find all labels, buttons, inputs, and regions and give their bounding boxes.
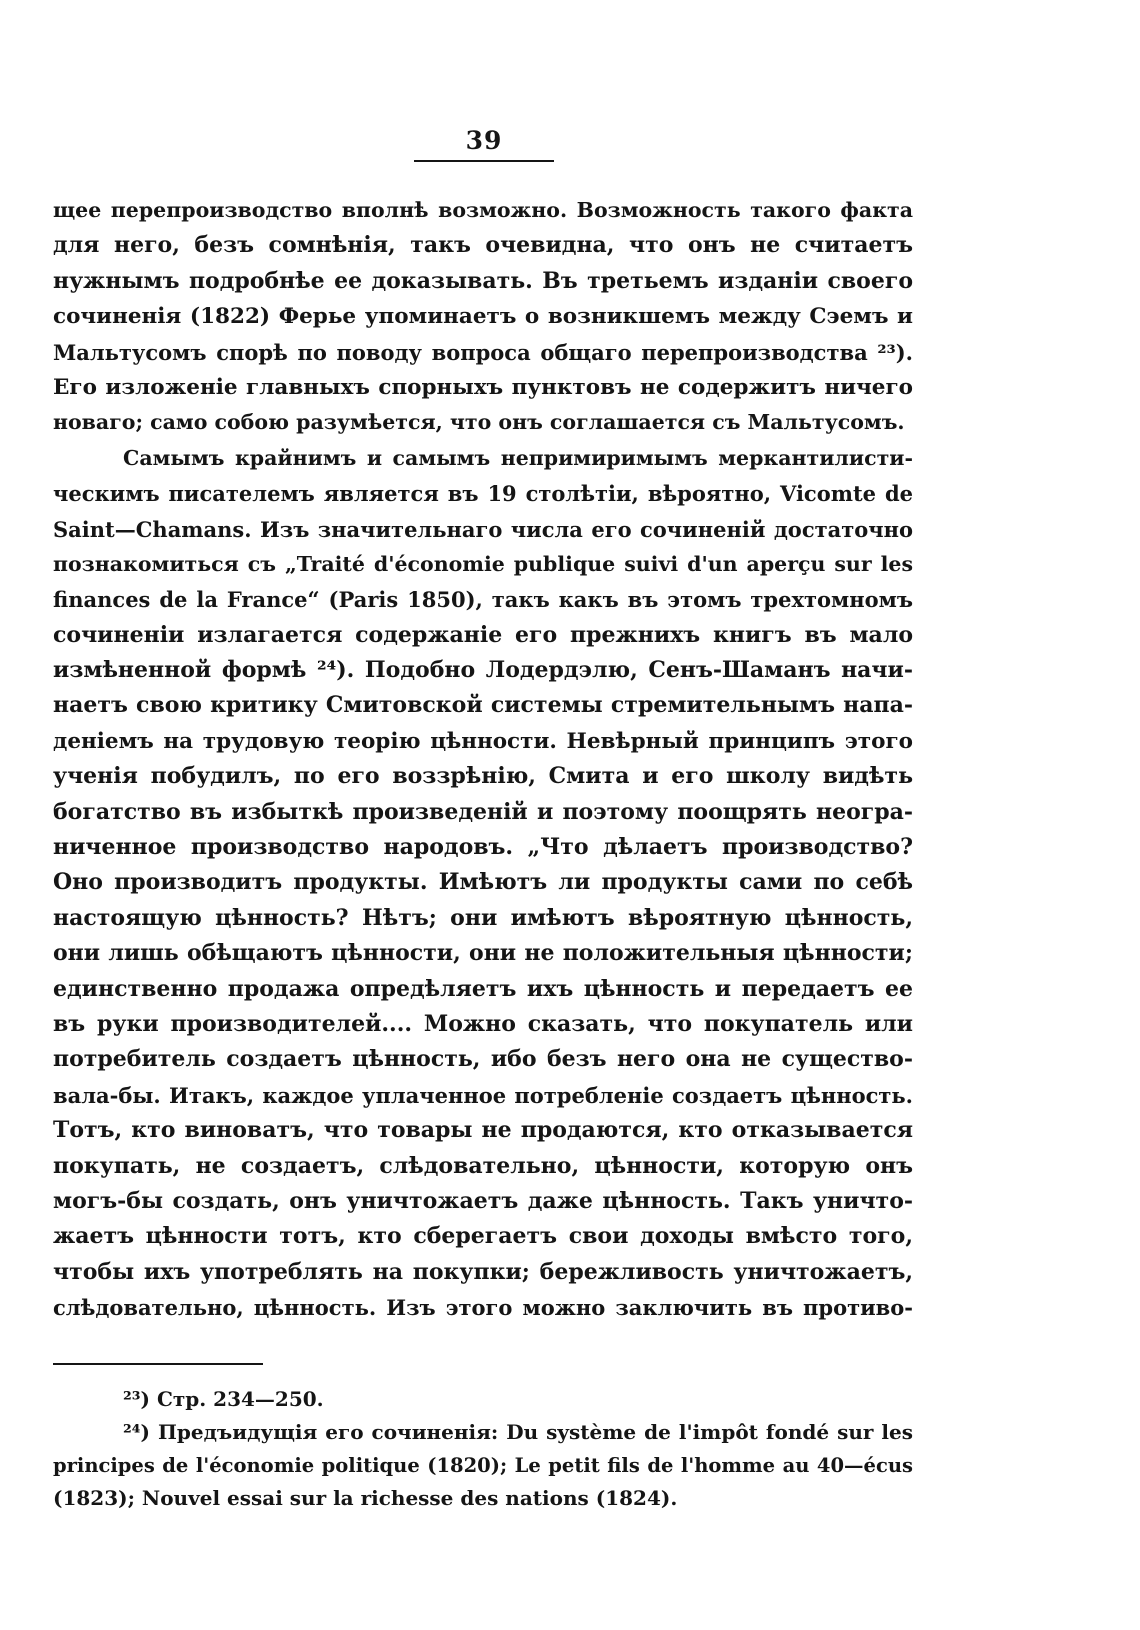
page-number-rule	[414, 160, 554, 162]
text-line: въ руки производителей.... Можно сказать, что покупатель или	[53, 1010, 913, 1037]
text-line: богатство въ избыткѣ произведеній и поэтому поощрять неогра-	[53, 798, 913, 825]
text-line: щее перепроизводство вполнѣ возможно. Возможность такого факта	[53, 198, 913, 222]
footnote-23: ²³) Стр. 234—250.	[123, 1387, 324, 1411]
text-line: могъ-бы создать, онъ уничтожаетъ даже цѣнность. Такъ уничто-	[53, 1187, 913, 1214]
text-line: Saint—Chamans. Изъ значительнаго числа его сочиненій достаточно	[53, 516, 913, 542]
text-line: деніемъ на трудовую теорію цѣнности. Невѣрный принципъ этого	[53, 728, 913, 754]
footnotes	[53, 1383, 913, 1515]
text-line: покупать, не создаетъ, слѣдовательно, цѣнности, которую онъ	[53, 1152, 913, 1179]
text-line: ниченное производство народовъ. „Что дѣлаетъ производство?	[53, 834, 913, 861]
text-line: вала-бы. Итакъ, каждое уплаченное потребленіе создаетъ цѣнность.	[53, 1082, 913, 1108]
footnote-rule	[53, 1363, 263, 1365]
text-line: потребитель создаетъ цѣнность, ибо безъ него она не существо-	[53, 1046, 913, 1073]
text-line: чтобы ихъ употреблять на покупки; бережливость уничтожаетъ,	[53, 1258, 913, 1285]
text-line: finances de la France“ (Paris 1850), такъ какъ въ этомъ трехтомномъ	[53, 587, 913, 613]
footnote-24: ²⁴) Предъидущія его сочиненія: Du système de l'impôt fondé sur les	[123, 1420, 913, 1444]
text-line: Оно производитъ продукты. Имѣютъ ли продукты сами по себѣ	[53, 869, 913, 896]
text-line: новаго; само собою разумѣется, что онъ соглашается съ Мальтусомъ.	[53, 410, 905, 435]
text-line: ческимъ писателемъ является въ 19 столѣтіи, вѣроятно, Vicomte de	[53, 481, 913, 507]
footnote-24-continued: (1823); Nouvel essai sur la richesse des nations (1824).	[53, 1486, 678, 1510]
text-line: Тотъ, кто виноватъ, что товары не продаются, кто отказывается	[53, 1117, 913, 1144]
text-line: сочиненія (1822) Ферье упоминаетъ о возникшемъ между Сэемъ и	[53, 304, 913, 330]
text-line: слѣдовательно, цѣнность. Изъ этого можно заключить въ противо-	[53, 1295, 913, 1321]
text-line: наетъ свою критику Смитовской системы стремительнымъ напа-	[53, 692, 913, 719]
text-line: познакомиться съ „Traité d'économie publique suivi d'un aperçu sur les	[53, 551, 913, 576]
text-line: сочиненіи излагается содержаніе его прежнихъ книгъ въ мало	[53, 621, 913, 648]
text-line: нужнымъ подробнѣе ее доказывать. Въ третьемъ изданіи своего	[53, 267, 913, 294]
text-line: Мальтусомъ спорѣ по поводу вопроса общаго перепроизводства ²³).	[53, 339, 913, 365]
text-line: Его изложеніе главныхъ спорныхъ пунктовъ не содержитъ ничего	[53, 374, 913, 400]
text-line: для него, безъ сомнѣнія, такъ очевидна, что онъ не считаетъ	[53, 232, 913, 259]
text-line: измѣненной формѣ ²⁴). Подобно Лодердэлю, Сенъ-Шаманъ начи-	[53, 657, 913, 684]
footnote-24-continued: principes de l'économie politique (1820); Le petit fils de l'homme au 40—écus	[53, 1454, 913, 1477]
text-line: они лишь обѣщаютъ цѣнности, они не положительныя цѣнности;	[53, 940, 913, 967]
text-line: жаетъ цѣнности тотъ, кто сберегаетъ свои доходы вмѣсто того,	[53, 1223, 913, 1250]
paragraph-start-line: Самымъ крайнимъ и самымъ непримиримымъ меркантилисти-	[123, 445, 913, 470]
text-line: настоящую цѣнность? Нѣтъ; они имѣютъ вѣроятную цѣнность,	[53, 904, 913, 931]
page-number: 39	[465, 126, 503, 155]
body-text	[53, 193, 913, 1326]
text-line: ученія побудилъ, по его воззрѣнію, Смита и его школу видѣть	[53, 763, 913, 790]
text-line: единственно продажа опредѣляетъ ихъ цѣнность и передаетъ ее	[53, 975, 913, 1002]
